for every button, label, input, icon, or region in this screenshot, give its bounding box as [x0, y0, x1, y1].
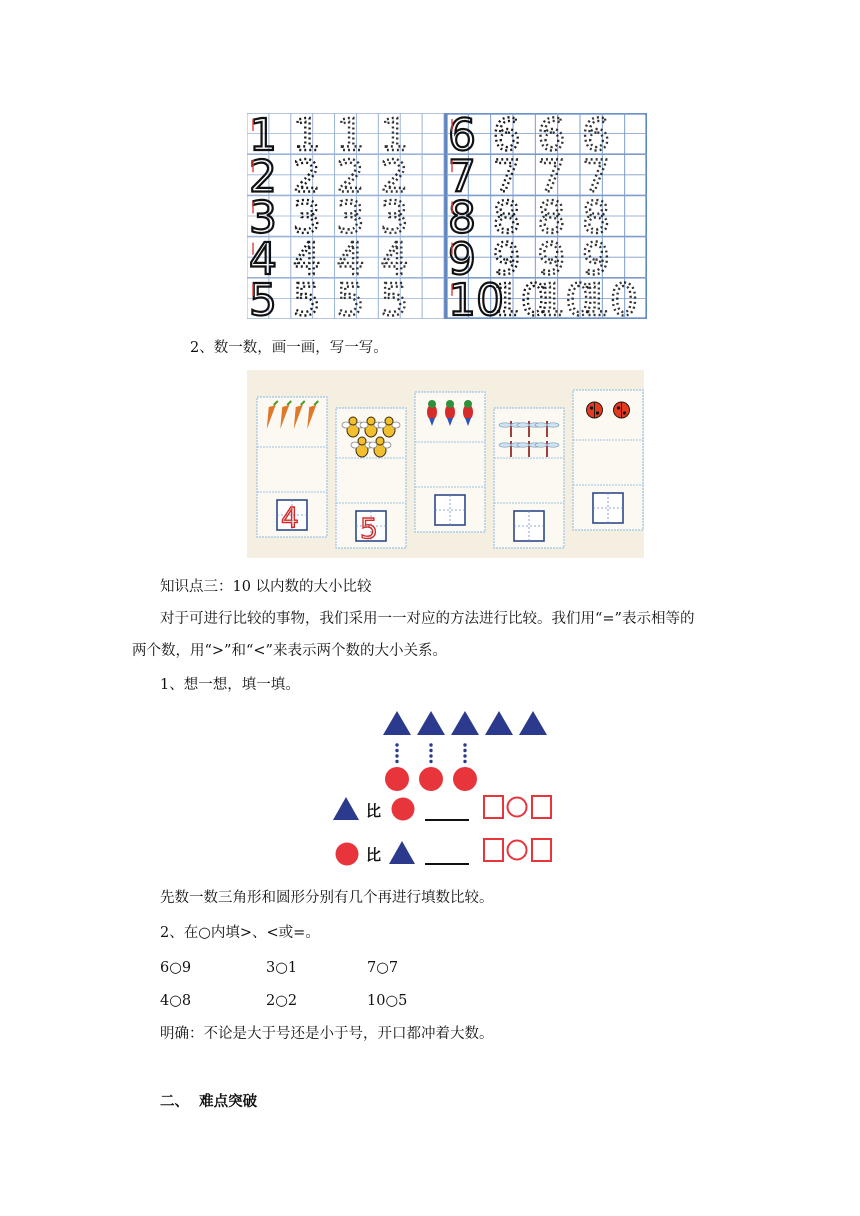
tracing-digit: 3 [249, 192, 277, 244]
connector-dot [429, 754, 432, 757]
dotted-tracing-digit: 7 [537, 151, 566, 203]
tracing-grid-svg [247, 113, 647, 319]
tracing-digit: 2 [249, 151, 277, 203]
dotted-tracing-digit: 5 [380, 275, 409, 319]
dotted-tracing-digit: 9 [492, 233, 521, 285]
count-card [257, 397, 327, 537]
dotted-tracing-digit: 2 [292, 151, 321, 203]
ladybug-icon [587, 402, 603, 418]
comparison-item: 6○9 [160, 960, 192, 976]
dotted-tracing-digit: 4 [380, 233, 409, 285]
comparison-item: 4○8 [160, 993, 192, 1009]
dotted-tracing-digit: 1 [380, 113, 409, 162]
dotted-tracing-digit: 5 [336, 275, 365, 319]
ladybug-icon [614, 402, 630, 418]
dotted-tracing-digit: 7 [492, 151, 521, 203]
triangle-shape [519, 711, 547, 735]
comparison-item: 10○5 [367, 993, 408, 1009]
compare-word: 比 [366, 802, 382, 820]
dotted-tracing-digit: 8 [582, 192, 610, 244]
connector-dot [395, 743, 398, 746]
dotted-tracing-digit: 7 [582, 151, 610, 203]
dotted-tracing-digit: 1 [292, 113, 321, 162]
connector-dot [395, 749, 398, 752]
dotted-tracing-digit: 2 [336, 151, 365, 203]
paragraph-line2: 两个数，用“>”和“<”来表示两个数的大小关系。 [132, 643, 447, 659]
triangle-shape [451, 711, 479, 735]
circle-shape [419, 767, 443, 791]
dotted-tracing-digit: 6 [582, 113, 610, 162]
dotted-tracing-digit: 3 [336, 192, 365, 244]
circle-shape [385, 767, 409, 791]
dotted-tracing-digit: 3 [380, 192, 409, 244]
tracing-digit: 9 [448, 233, 476, 285]
dotted-tracing-digit: 4 [292, 233, 321, 285]
triangle-shape [383, 711, 411, 735]
tracing-digit: 10 [448, 275, 504, 319]
count-card [336, 408, 406, 548]
exercise2-title: 2、数一数，画一画，写一写。 [190, 340, 388, 356]
exercise1-title: 1、想一想，填一填。 [160, 677, 300, 693]
written-number: 5 [360, 512, 378, 545]
tracing-digit: 7 [448, 151, 476, 203]
tracing-grid-image [247, 113, 647, 319]
tracing-digit: 4 [249, 233, 277, 285]
triangle-shape [333, 797, 359, 820]
triangle-shape [485, 711, 513, 735]
hint-text: 先数一数三角形和圆形分别有几个再进行填数比较。 [160, 890, 494, 906]
dotted-tracing-digit: 2 [380, 151, 409, 203]
compare-word: 比 [366, 846, 382, 864]
circle-shape [392, 798, 415, 821]
section-heading: 二、 难点突破 [160, 1094, 258, 1110]
dotted-tracing-digit: 6 [492, 113, 521, 162]
counting-cards-svg [247, 370, 644, 558]
connector-dot [395, 754, 398, 757]
counting-cards-image [247, 370, 644, 558]
triangle-shape [389, 841, 415, 864]
comparison-item: 7○7 [367, 960, 399, 976]
paragraph-line1: 对于可进行比较的事物，我们采用一一对应的方法进行比较。我们用“=”表示相等的 [160, 611, 695, 627]
connector-dot [429, 760, 432, 763]
written-number: 4 [281, 501, 299, 534]
clarify-text: 明确：不论是大于号还是小于号，开口都冲着大数。 [160, 1026, 494, 1042]
comparison-item: 3○1 [266, 960, 298, 976]
exercise2b-title: 2、在○内填>、<或=。 [160, 925, 320, 941]
dotted-tracing-digit: 3 [292, 192, 321, 244]
dotted-tracing-digit: 5 [292, 275, 321, 319]
dotted-tracing-digit: 9 [537, 233, 566, 285]
comparison-figure [330, 708, 560, 870]
dotted-tracing-digit: 10 [492, 275, 549, 319]
dotted-tracing-digit: 1 [336, 113, 365, 162]
dotted-tracing-digit: 8 [492, 192, 521, 244]
tracing-digit: 1 [249, 113, 277, 162]
knowledge-point-title: 知识点三：10 以内数的大小比较 [160, 579, 372, 595]
dotted-tracing-digit: 8 [537, 192, 566, 244]
dotted-tracing-digit: 10 [582, 275, 638, 319]
connector-dot [463, 749, 466, 752]
tracing-digit: 6 [448, 113, 476, 162]
connector-dot [463, 743, 466, 746]
triangle-shape [417, 711, 445, 735]
connector-dot [463, 754, 466, 757]
count-card [494, 408, 564, 548]
dotted-tracing-digit: 10 [537, 275, 594, 319]
tracing-digit: 8 [448, 192, 476, 244]
count-card [573, 390, 643, 530]
circle-shape [453, 767, 477, 791]
connector-dot [429, 743, 432, 746]
dotted-tracing-digit: 6 [537, 113, 566, 162]
dotted-tracing-digit: 4 [336, 233, 365, 285]
connector-dot [463, 760, 466, 763]
count-card [415, 392, 485, 532]
dotted-tracing-digit: 9 [582, 233, 610, 285]
connector-dot [395, 760, 398, 763]
tracing-digit: 5 [249, 275, 277, 319]
comparison-figure-svg [330, 708, 560, 870]
connector-dot [429, 749, 432, 752]
comparison-item: 2○2 [266, 993, 298, 1009]
circle-shape [336, 843, 359, 866]
